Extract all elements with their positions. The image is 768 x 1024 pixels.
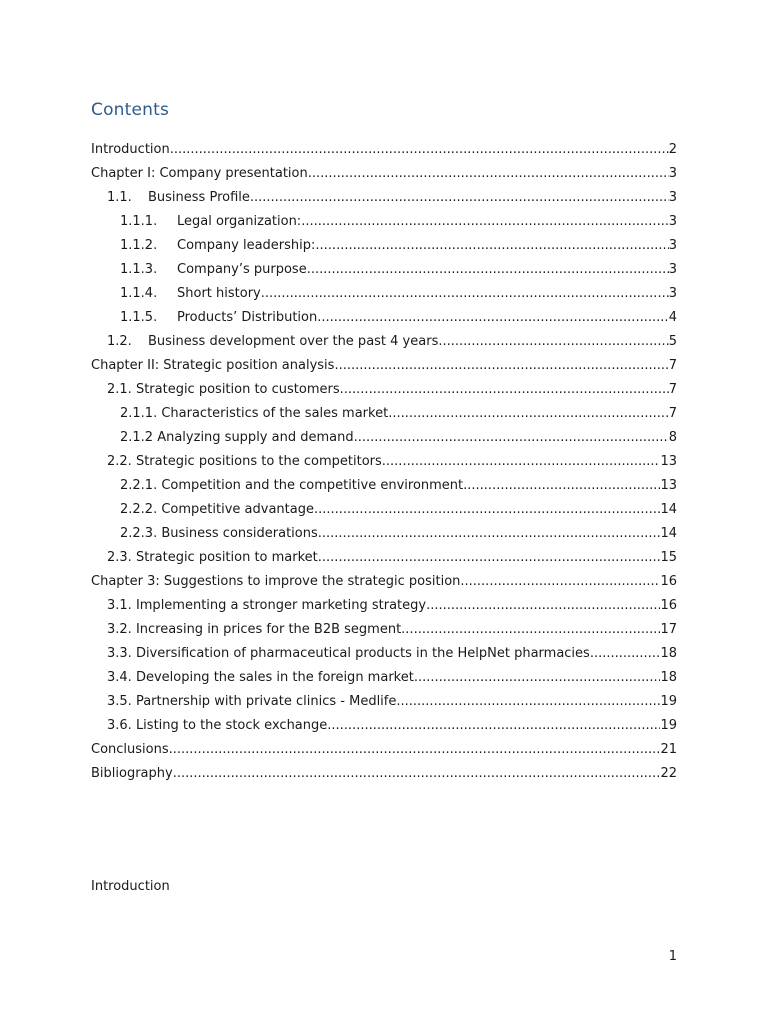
- toc-entry-label: 3.5. Partnership with private clinics - Medlife: [107, 694, 397, 709]
- toc-dot-leader: [414, 668, 661, 688]
- toc-entry-label: 3.1. Implementing a stronger marketing strategy: [107, 598, 427, 613]
- toc-entry-page: 18: [660, 670, 677, 685]
- toc-entry-page: 4: [668, 310, 677, 325]
- toc-entry-number: 1.1.1.: [120, 214, 158, 229]
- toc-entry[interactable]: [91, 524, 677, 548]
- toc-entry-label: 3.2. Increasing in prices for the B2B segment: [107, 622, 402, 637]
- toc-entry[interactable]: [91, 308, 677, 332]
- toc-entry-label: 2.1.2 Analyzing supply and demand: [120, 430, 354, 445]
- toc-entry-number: 1.1.3.: [120, 262, 158, 277]
- toc-entry-page: 18: [660, 646, 677, 661]
- toc-dot-leader: [301, 212, 669, 232]
- toc-dot-leader: [590, 644, 661, 664]
- toc-entry[interactable]: [91, 668, 677, 692]
- toc-entry-label: Chapter 3: Suggestions to improve the strategic position: [91, 574, 461, 589]
- toc-entry-label: Bibliography: [91, 766, 173, 781]
- toc-entry[interactable]: [91, 572, 677, 596]
- toc-entry-number: 1.1.4.: [120, 286, 158, 301]
- toc-entry-label: 2.2.2. Competitive advantage: [120, 502, 314, 517]
- toc-dot-leader: [318, 524, 661, 544]
- toc-entry-label: Legal organization:: [177, 214, 302, 229]
- toc-entry[interactable]: [91, 620, 677, 644]
- toc-entry-page: 3: [668, 190, 677, 205]
- toc-entry-page: 13: [660, 454, 677, 469]
- toc-entry[interactable]: [91, 740, 677, 764]
- toc-entry-label: Company leadership:: [177, 238, 316, 253]
- toc-entry[interactable]: [91, 716, 677, 740]
- toc-entry-label: Products’ Distribution: [177, 310, 318, 325]
- toc-dot-leader: [460, 572, 660, 592]
- toc-entry-page: 17: [660, 622, 677, 637]
- toc-entry-label: 2.1.1. Characteristics of the sales market: [120, 406, 389, 421]
- toc-entry[interactable]: [91, 188, 677, 212]
- toc-entry-label: Business development over the past 4 years: [148, 334, 439, 349]
- toc-entry-label: Chapter II: Strategic position analysis: [91, 358, 335, 373]
- toc-dot-leader: [401, 620, 660, 640]
- toc-entry-page: 3: [668, 262, 677, 277]
- toc-entry[interactable]: [91, 332, 677, 356]
- toc-entry[interactable]: [91, 260, 677, 284]
- toc-entry-label: 3.6. Listing to the stock exchange: [107, 718, 328, 733]
- toc-entry-page: 5: [668, 334, 677, 349]
- table-of-contents: [91, 140, 677, 788]
- toc-entry[interactable]: [91, 140, 677, 164]
- toc-dot-leader: [169, 740, 661, 760]
- toc-entry-page: 3: [668, 214, 677, 229]
- toc-entry[interactable]: [91, 236, 677, 260]
- toc-entry[interactable]: [91, 500, 677, 524]
- toc-entry-number: 1.2.: [107, 334, 132, 349]
- toc-dot-leader: [426, 596, 660, 616]
- toc-entry-page: 16: [660, 574, 677, 589]
- toc-dot-leader: [438, 332, 668, 352]
- toc-dot-leader: [261, 284, 669, 304]
- toc-entry-label: 2.2.3. Business considerations: [120, 526, 318, 541]
- toc-entry-label: Conclusions: [91, 742, 169, 757]
- toc-entry-number: 1.1.2.: [120, 238, 158, 253]
- toc-entry[interactable]: [91, 356, 677, 380]
- toc-entry[interactable]: [91, 692, 677, 716]
- toc-dot-leader: [307, 260, 669, 280]
- toc-dot-leader: [463, 476, 660, 496]
- toc-entry-number: 1.1.: [107, 190, 132, 205]
- toc-entry-page: 3: [668, 238, 677, 253]
- toc-entry[interactable]: [91, 284, 677, 308]
- toc-dot-leader: [315, 236, 668, 256]
- toc-entry-page: 19: [660, 694, 677, 709]
- toc-entry-label: Business Profile: [148, 190, 250, 205]
- toc-entry-label: 2.3. Strategic position to market: [107, 550, 318, 565]
- toc-dot-leader: [317, 308, 668, 328]
- toc-dot-leader: [173, 764, 661, 784]
- page-number: 1: [668, 949, 677, 964]
- toc-entry-label: Company’s purpose: [177, 262, 307, 277]
- toc-dot-leader: [388, 404, 669, 424]
- toc-dot-leader: [334, 356, 668, 376]
- toc-entry-page: 2: [668, 142, 677, 157]
- toc-entry[interactable]: [91, 596, 677, 620]
- toc-dot-leader: [314, 500, 660, 520]
- toc-dot-leader: [396, 692, 660, 712]
- toc-entry-label: Introduction: [91, 142, 170, 157]
- toc-dot-leader: [308, 164, 669, 184]
- toc-entry-page: 22: [660, 766, 677, 781]
- toc-entry-label: 2.2. Strategic positions to the competitors: [107, 454, 382, 469]
- toc-entry-label: 2.2.1. Competition and the competitive environment: [120, 478, 464, 493]
- toc-title: Contents: [91, 100, 170, 120]
- toc-entry-page: 21: [660, 742, 677, 757]
- toc-entry-label: Short history: [177, 286, 261, 301]
- toc-entry[interactable]: [91, 548, 677, 572]
- toc-entry[interactable]: [91, 764, 677, 788]
- toc-entry[interactable]: [91, 428, 677, 452]
- toc-entry-page: 3: [668, 286, 677, 301]
- toc-entry-page: 13: [660, 478, 677, 493]
- toc-entry-label: Chapter I: Company presentation: [91, 166, 308, 181]
- toc-entry-page: 14: [660, 502, 677, 517]
- toc-entry[interactable]: [91, 644, 677, 668]
- toc-entry-number: 1.1.5.: [120, 310, 158, 325]
- toc-entry-label: 2.1. Strategic position to customers: [107, 382, 340, 397]
- toc-entry-page: 19: [660, 718, 677, 733]
- toc-entry[interactable]: [91, 164, 677, 188]
- toc-entry-page: 14: [660, 526, 677, 541]
- toc-entry[interactable]: [91, 404, 677, 428]
- toc-dot-leader: [382, 452, 661, 472]
- toc-dot-leader: [250, 188, 669, 208]
- toc-entry-page: 7: [668, 406, 677, 421]
- toc-entry-page: 7: [668, 358, 677, 373]
- section-heading: Introduction: [91, 879, 170, 894]
- toc-dot-leader: [340, 380, 669, 400]
- toc-entry[interactable]: [91, 452, 677, 476]
- toc-entry-page: 3: [668, 166, 677, 181]
- toc-entry-label: 3.3. Diversification of pharmaceutical products in the HelpNet pharmacies: [107, 646, 590, 661]
- toc-entry-page: 16: [660, 598, 677, 613]
- toc-dot-leader: [170, 140, 669, 160]
- toc-entry[interactable]: [91, 380, 677, 404]
- toc-entry[interactable]: [91, 212, 677, 236]
- toc-entry-page: 7: [668, 382, 677, 397]
- toc-dot-leader: [354, 428, 669, 448]
- toc-entry-label: 3.4. Developing the sales in the foreign market: [107, 670, 414, 685]
- toc-dot-leader: [327, 716, 660, 736]
- toc-entry-page: 8: [668, 430, 677, 445]
- toc-entry[interactable]: [91, 476, 677, 500]
- toc-dot-leader: [318, 548, 661, 568]
- toc-entry-page: 15: [660, 550, 677, 565]
